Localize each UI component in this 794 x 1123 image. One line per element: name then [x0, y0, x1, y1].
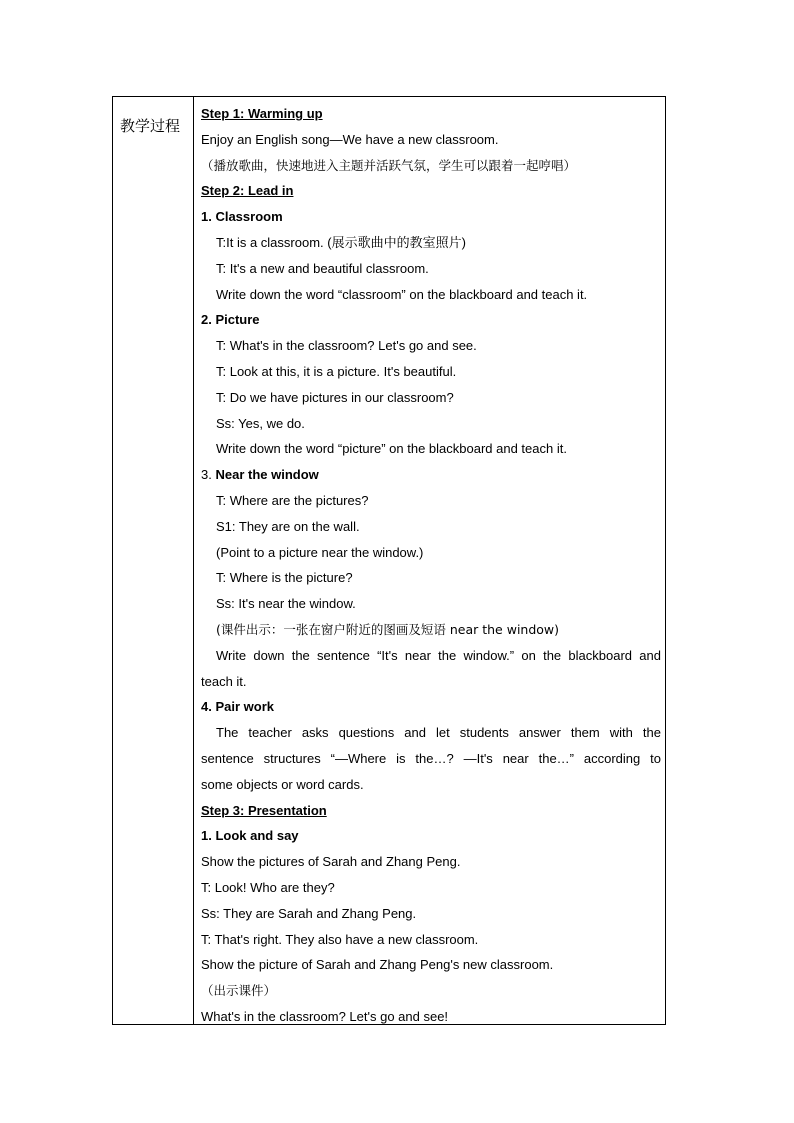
section-number: 3. [201, 467, 216, 483]
text-line: The teacher asks questions and let students answer them with the [216, 725, 661, 741]
section-title-text: Near the window [215, 467, 319, 483]
section-title: 4. Pair work [201, 699, 274, 715]
text-line: sentence structures “—Where is the…? —It's near the…” according to [201, 750, 661, 766]
text-line: Ss: They are Sarah and Zhang Peng. [201, 905, 417, 921]
step2-heading: Step 2: Lead in [201, 183, 294, 199]
section-title: 2. Picture [201, 312, 260, 328]
text-line: T: What's in the classroom? Let's go and see. [216, 338, 477, 354]
text-line: Write down the word “classroom” on the blackboard and teach it. [216, 286, 588, 302]
step1-heading: Step 1: Warming up [201, 106, 323, 121]
section-title: 1. Look and say [201, 828, 299, 844]
text-line: T: Look at this, it is a picture. It's beautiful. [216, 363, 457, 379]
text-line: some objects or word cards. [201, 776, 364, 792]
text-line: Write down the sentence “It's near the window.” on the blackboard and [216, 647, 661, 663]
step3-heading: Step 3: Presentation [201, 802, 327, 818]
text-line: （播放歌曲，快速地进入主题并活跃气氛，学生可以跟着一起哼唱） [201, 157, 577, 173]
text-line: Show the picture of Sarah and Zhang Peng's new classroom. [201, 957, 554, 973]
text-line: T: Where is the picture? [216, 570, 353, 586]
lesson-content [201, 101, 661, 1030]
text-line: S1: They are on the wall. [216, 518, 360, 534]
cell-label: 教学过程 [120, 117, 181, 135]
text-line: Ss: Yes, we do. [216, 415, 305, 431]
text-line: Write down the word “picture” on the blackboard and teach it. [216, 441, 567, 457]
text-line: T: It's a new and beautiful classroom. [216, 260, 429, 276]
section-title [201, 462, 661, 488]
text-line: （出示课件） [201, 983, 277, 999]
text-line: Show the pictures of Sarah and Zhang Peng. [201, 854, 461, 870]
text-line: Ss: It's near the window. [216, 596, 356, 612]
text-line: (课件出示：一张在窗户附近的图画及短语 near the window) [216, 621, 560, 637]
text-line: T: Look! Who are they? [201, 879, 335, 895]
text-line: T: That's right. They also have a new classroom. [201, 931, 479, 947]
section-title: 1. Classroom [201, 209, 283, 225]
text-line: Enjoy an English song—We have a new classroom. [201, 131, 499, 147]
text-line: T: Where are the pictures? [216, 492, 369, 508]
text-line: T: Do we have pictures in our classroom? [216, 389, 454, 405]
lesson-plan-table [112, 96, 666, 1025]
text-line: What's in the classroom? Let's go and see! [201, 1008, 449, 1024]
text-line: (Point to a picture near the window.) [216, 544, 424, 560]
column-divider [193, 97, 194, 1024]
text-line: T:It is a classroom. (展示歌曲中的教室照片) [216, 234, 466, 250]
text-line: teach it. [201, 673, 247, 689]
